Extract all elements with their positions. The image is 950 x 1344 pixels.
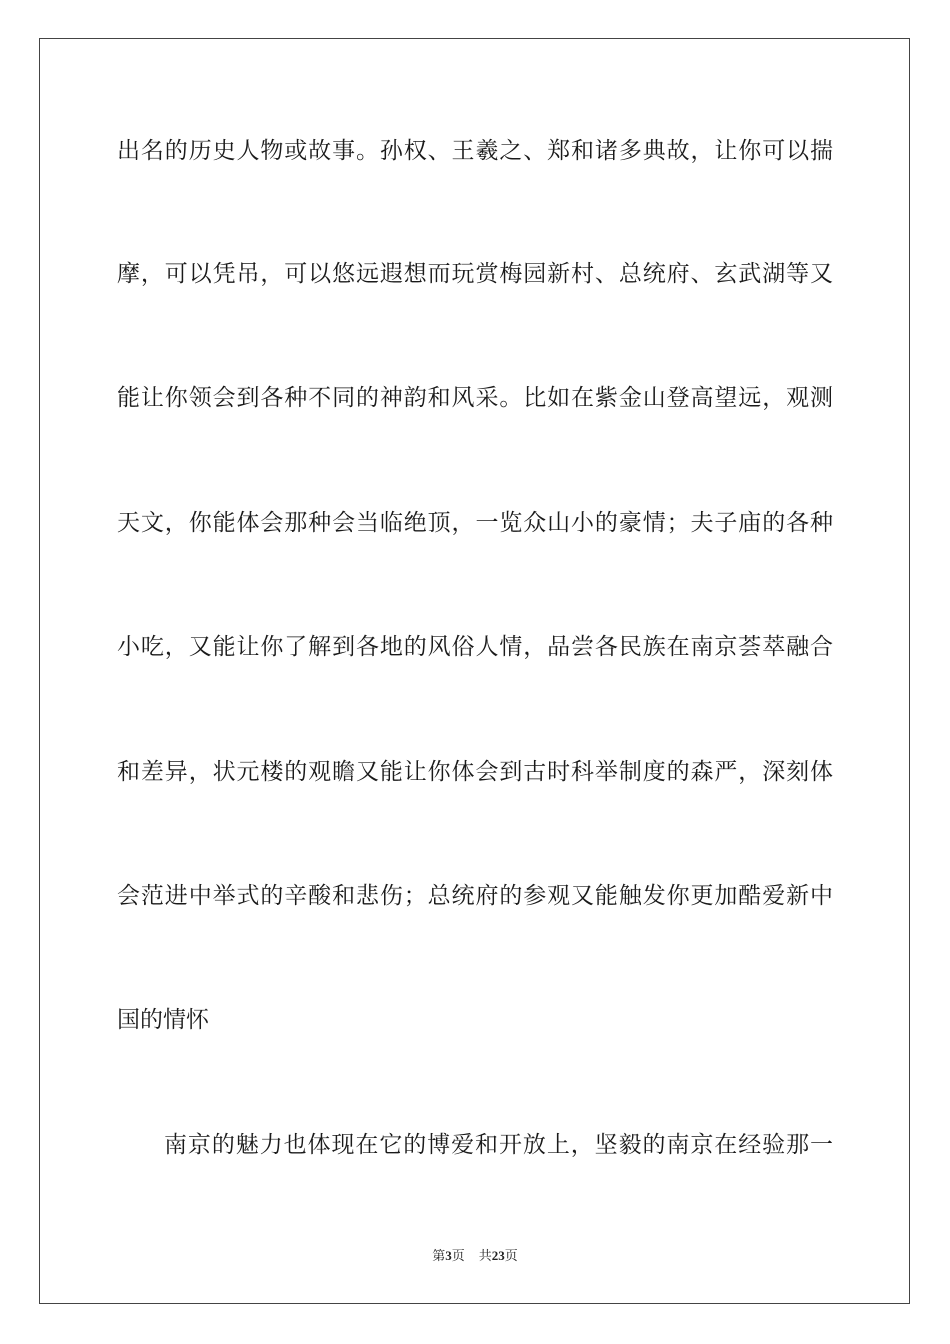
text-line-7: 会范进中举式的辛酸和悲伤；总统府的参观又能触发你更加酷爱新中 <box>117 883 833 909</box>
text-line-5: 小吃，又能让你了解到各地的风俗人情，品尝各民族在南京荟萃融合 <box>117 634 833 660</box>
total-suffix: 页 <box>504 1249 518 1264</box>
text-line-1: 出名的历史人物或故事。孙权、王羲之、郑和诸多典故，让你可以揣 <box>117 138 833 164</box>
page-number: 3 <box>445 1248 452 1263</box>
text-line-4: 天文，你能体会那种会当临绝顶，一览众山小的豪情；夫子庙的各种 <box>117 510 833 536</box>
page-border <box>39 38 910 1304</box>
page-suffix: 页 <box>451 1249 465 1264</box>
total-prefix: 共 <box>478 1249 492 1264</box>
text-line-3: 能让你领会到各种不同的神韵和风采。比如在紫金山登高望远，观测 <box>117 385 833 411</box>
page-prefix: 第 <box>432 1249 446 1264</box>
text-line-2: 摩，可以凭吊，可以悠远遐想而玩赏梅园新村、总统府、玄武湖等又 <box>117 261 833 287</box>
page-footer <box>0 1248 950 1265</box>
text-line-8: 国的情怀 <box>117 1007 209 1033</box>
paragraph-first-line: 南京的魅力也体现在它的博爱和开放上，坚毅的南京在经验那一 <box>164 1132 833 1158</box>
text-line-6: 和差异，状元楼的观瞻又能让你体会到古时科举制度的森严，深刻体 <box>117 759 833 785</box>
total-pages: 23 <box>491 1248 505 1263</box>
